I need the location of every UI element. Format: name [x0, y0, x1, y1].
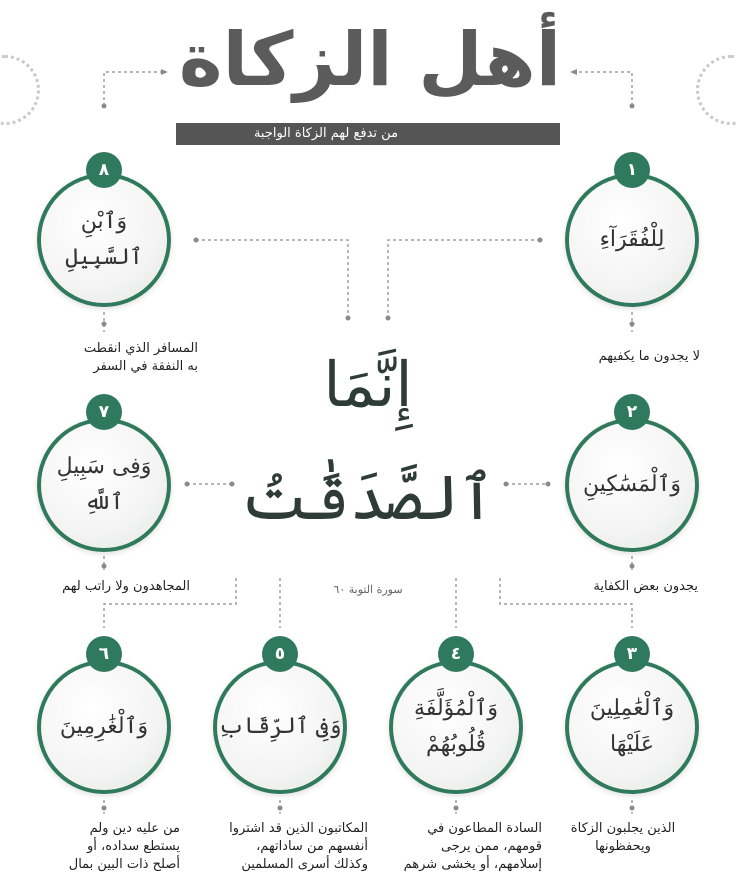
category-circle-4	[389, 660, 523, 794]
category-number-2: ٢	[614, 394, 650, 430]
category-number-4: ٤	[438, 636, 474, 672]
category-description-8: المسافر الذي انقطت به النفقة في السفر	[83, 341, 198, 374]
verse-line-2: ٱلصَّدَقَٰتُ	[240, 461, 496, 534]
verse-line-1: إِنَّمَا	[323, 348, 413, 421]
category-name-7: وَفِى سَبِيلِ ٱللَّهِ	[56, 454, 152, 515]
category-number-8: ٨	[86, 152, 122, 188]
category-circle-2	[565, 418, 699, 552]
category-number-1: ١	[614, 152, 650, 188]
category-description-2: يجدون بعض الكفاية	[593, 579, 698, 594]
category-number-7: ٧	[86, 394, 122, 430]
category-description-6: من عليه دين ولم يستطع سداده، أو أصلح ذات البين بمال	[68, 821, 180, 872]
category-circle-6	[37, 660, 171, 794]
category-description-3: الذين يجلبون الزكاة ويحفظونها	[570, 821, 676, 854]
category-circle-1	[565, 173, 699, 307]
category-name-8: وَٱبْنِ ٱلسَّبِيلِ	[65, 209, 143, 270]
category-name-4: وَٱلْمُؤَلَّفَةِ قُلُوبُهُمْ	[414, 696, 498, 757]
category-number-6: ٦	[86, 636, 122, 672]
category-number-3: ٣	[614, 636, 650, 672]
category-circle-3	[565, 660, 699, 794]
category-description-5: المكاتبون الذين قد اشتروا أنفسهم من ساداتهم، وكذلك أسرى المسلمين	[229, 821, 368, 872]
verse-caption: سورة التوبة ٦٠	[333, 583, 403, 596]
category-description-7: المجاهدون ولا راتب لهم	[62, 579, 190, 594]
category-description-1: لا يجدون ما يكفيهم	[598, 349, 700, 364]
category-number-5: ٥	[262, 636, 298, 672]
category-name-3: وَٱلْعَٰمِلِينَ عَلَيْهَا	[589, 696, 675, 757]
category-name-5: وَفِى ٱلرِّقَابِ	[218, 714, 342, 739]
category-name-6: وَٱلْغَٰرِمِينَ	[59, 714, 149, 739]
category-description-4: السادة المطاعون في قومهم، ممن يرجى إسلامهم، أو يخشى شرهم	[403, 821, 542, 872]
page-subtitle: من تدفع لهم الزكاة الواجبة	[253, 126, 399, 141]
category-circle-8	[37, 173, 171, 307]
category-name-2: وَٱلْمَسَٰكِينِ	[582, 472, 682, 497]
page-title: أهل الزكاة	[178, 17, 562, 103]
category-circle-7	[37, 418, 171, 552]
category-name-1: لِلْفُقَرَآءِ	[599, 227, 665, 252]
category-circle-5	[213, 660, 347, 794]
